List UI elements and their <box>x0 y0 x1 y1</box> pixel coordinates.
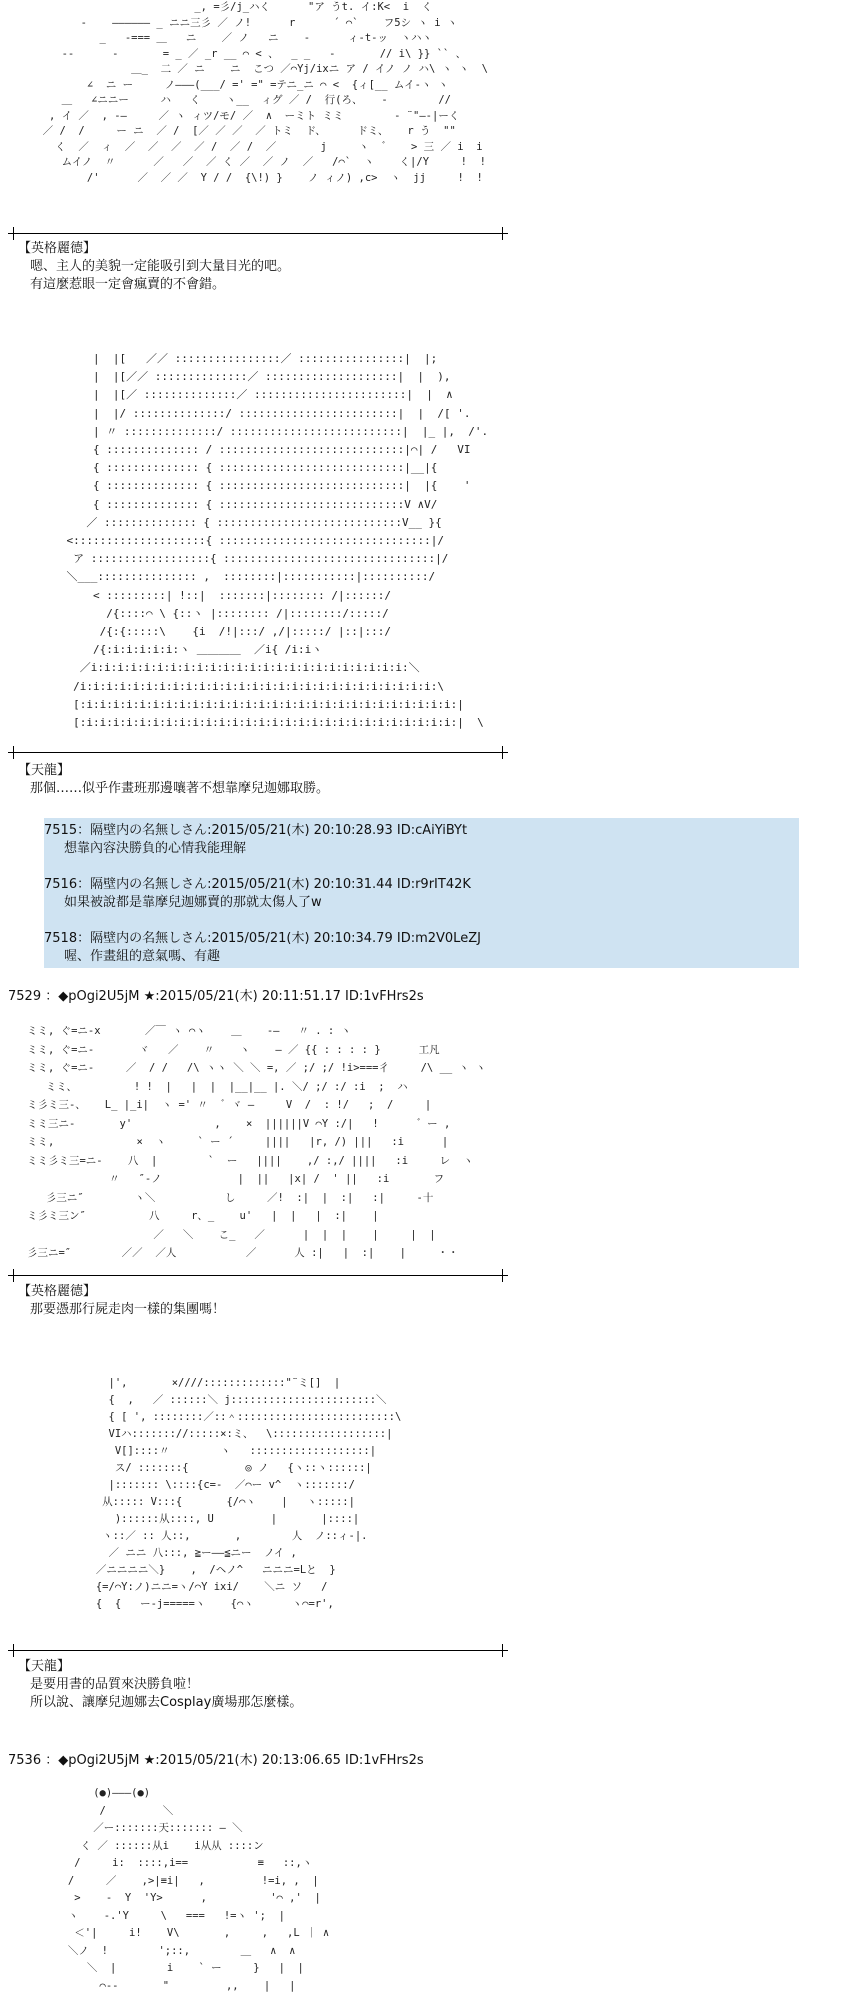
dialogue-line: 有這麼惹眼一定會瘋賣的不會錯。 <box>30 277 226 292</box>
reply-body: 喔、作畫組的意氣嗎、有趣 <box>64 949 221 964</box>
ascii-art-block: (●)―――(●) / ＼ ／ー:::::::天::::::: ― ＼ く ／ ::::::从i i从从 ::::ン / i: ::::,i== ≡ ::,ヽ / ／ ,>|≡i| , !=i, , | > - Y 'Y> , '⌒ ,' | ヽ -.'Y \ === !=ヽ '; | ＜'| i! V\ , , ,L ｜ ∧ ＼ノ ! ';::, ＿ ∧ ∧ ＼ | i ` ー } | | ⌒-- " ,, | | <box>67 1787 330 1992</box>
reply-body: 想靠內容決勝負的心情我能理解 <box>64 841 247 856</box>
dialogue-line: 嗯、主人的美貌一定能吸引到大量目光的吧。 <box>30 259 291 274</box>
reply-item <box>44 930 481 966</box>
post-header: 7529 ：◆pOgi2U5jM ★:2015/05/21(木) 20:11:51.17 ID:1vFHrs2s <box>8 989 424 1004</box>
speaker-name: 【英格麗德】 <box>18 1284 97 1299</box>
reply-header: 7518：隔壁内の名無しさん:2015/05/21(木) 20:10:34.79 ID:m2V0LeZJ <box>44 931 481 946</box>
dialogue-line: 所以說、讓摩兒迦娜去Cosplay廣場那怎麼樣。 <box>30 1695 303 1710</box>
divider <box>8 1275 508 1276</box>
reply-box <box>44 818 799 968</box>
dialogue-line: 是要用書的品質來決勝負啦！ <box>30 1677 200 1692</box>
ascii-art-block: |', ×////:::::::::::::"¨ミ[] | { , ／ ::::::＼ j:::::::::::::::::::::::＼ { [ ', ::::::::／::＾:::::::::::::::::::::::::\ VIハ::::::://:::::×:ミ、 \::::::::::::::::::| V[]::::〃 ヽ :::::::::::::::::::| ス/ :::::::{ ◎ ノ {ヽ::ヽ::::::| |::::::: \::::{c=- ／⌒ー v^ ヽ:::::::/ 从::::: V:::{ {/⌒ヽ | ヽ:::::| )::::::从::::, U | |::::| ヽ::／ :: 人::, , 人 ノ::ィ-|. ／ ニニ 八:::, ≧ー――≦ニー ノイ , ／ニニニニ＼} , /ヘノ^ ニニニ=Lと } {=/⌒Y:ノ)ニニ=ヽ/⌒Y ixi/ ＼ニ ソ / { { ー-j=====ヽ {⌒ヽ ヽ⌒=r', <box>95 1377 402 1610</box>
divider <box>8 1650 508 1651</box>
dialogue <box>18 762 329 798</box>
dialogue <box>18 1283 225 1319</box>
dialogue-line: 那要憑那行屍走肉一樣的集團嗎！ <box>30 1302 226 1317</box>
ascii-art-block: _, =彡/j_ハく "ア うt. イ:K< i く - ―――――― _ ニニ三彡 ／ ノ! r ´ ⌒` フ5シ ヽ i ヽ _ -=== ＿ ニ ／ ノ ニ - ィ-t-ッ ヽハヽ -- - = _ ／ _r __ ⌒ < 、 _ _ - // i\ }} `` 、 ＿_ 二 ／ ニ ニ こつ ／⌒Yj/ixニ ア / イノ ノ ハ\ ヽ ヽ \ ∠ ニ ー ノ―――(___/ =' =" =テニ_ニ ⌒ < {ィ[__ ムイ-ヽ ヽ ＿ ∠ニニー ハ く ヽ__ ィグ ／ / 行(ろ、 - // , イ ／ , -― ／ ヽ ィツ/モ/ ／ ∧ ーミト ミミ ‐ ¨"―‐|ーく ／ / / ー ニ ／ / [／ ／ ／ ／ トミ ド、 ドミ、 r う "" く ／ ィ ／ ／ ／ ／ / ／ / ／ j ヽ ゛ > 三 ／ i i ムイノ 〃 ／ ／ ／ く ／ ／ ノ ／ /⌒` ヽ く|/Y ! ! /' ／ ／ ／ Y / / {\!) } ノ ィノ) ,c> ヽ jj ! ! <box>42 1 488 184</box>
dialogue <box>18 1658 302 1712</box>
dialogue <box>18 240 290 294</box>
reply-header: 7516：隔壁内の名無しさん:2015/05/21(木) 20:10:31.44 ID:r9rIT42K <box>44 877 471 892</box>
speaker-name: 【天龍】 <box>18 763 71 778</box>
speaker-name: 【天龍】 <box>18 1659 71 1674</box>
ascii-art-block: | |[ ／／ ::::::::::::::::／ ::::::::::::::::| |; | |[／／ ::::::::::::::／ ::::::::::::::::::::| | ), | |[／ ::::::::::::::／ :::::::::::::::::::::::| | ∧ | |/ ::::::::::::::/ ::::::::::::::::::::::::| | /[ '. | 〃 ::::::::::::::/ ::::::::::::::::::::::::::| |_ |, /'. { :::::::::::::: / ::::::::::::::::::::::::::::|⌒| / VI { :::::::::::::: { ::::::::::::::::::::::::::::|__|{ { :::::::::::::: { ::::::::::::::::::::::::::::| |{ ' { :::::::::::::: { ::::::::::::::::::::::::::::V ∧V/ ／ :::::::::::::: { ::::::::::::::::::::::::::::V__ }{ <::::::::::::::::::::{ ::::::::::::::::::::::::::::::::|/ ア ::::::::::::::::::{ ::::::::::::::::::::::::::::::::|/ ＼___::::::::::::::: , ::::::::|:::::::::::|::::::::::/ < :::::::::| !::| :::::::|:::::::: /|::::::/ /{::::⌒ \ {::ヽ |:::::::: /|::::::::/:::::/ /{:{:::::\ {i /!|:::/ ,/|:::::/ |::|:::/ /{:i:i:i:i:i:ヽ ＿＿＿＿ ／i{ /i:iヽ ／i:i:i:i:i:i:i:i:i:i:i:i:i:i:i:i:i:i:i:i:i:i:i:i:＼ /i:i:i:i:i:i:i:i:i:i:i:i:i:i:i:i:i:i:i:i:i:i:i:i:i:i:i:\ [:i:i:i:i:i:i:i:i:i:i:i:i:i:i:i:i:i:i:i:i:i:i:i:i:i:i:i:i:| [:i:i:i:i:i:i:i:i:i:i:i:i:i:i:i:i:i:i:i:i:i:i:i:i:i:i:i:i:| \ <box>66 352 489 730</box>
divider <box>8 752 508 753</box>
reply-header: 7515：隔壁内の名無しさん:2015/05/21(木) 20:10:28.93 ID:cAiYiBYt <box>44 823 468 838</box>
post-header: 7536 ：◆pOgi2U5jM ★:2015/05/21(木) 20:13:06.65 ID:1vFHrs2s <box>8 1753 424 1768</box>
reply-body: 如果被說都是靠摩兒迦娜賣的那就太傷人了w <box>64 895 322 910</box>
speaker-name: 【英格麗德】 <box>18 241 97 256</box>
divider <box>8 233 508 234</box>
reply-item <box>44 822 467 858</box>
reply-item <box>44 876 471 912</box>
dialogue-line: 那個……似乎作畫班那邊嚷著不想靠摩兒迦娜取勝。 <box>30 781 330 796</box>
ascii-art-block: ミミ, ぐ=ニ-x ／￣ ヽ ⌒ヽ ＿ -― 〃 . : ヽ ミミ, ぐ=ニ- ヾ ／ 〃 ヽ ― ／ {{ : : : : } 工凡 ミミ, ぐ=ニ- ／ / / /\ ヽヽ ＼ ＼ =, ／ ;/ ;/ !i>===彳 /\ __ ヽ ヽ ミミ、 ! ! | | | |__|__ |. ＼/ ;/ :/ :i ; ハ ミ彡ミ三-、 L_ |_i| ヽ =' 〃 ゛ヾ ― V / : !/ ; / | ミミ三ニ- y' , × ||||||V ⌒Y :/| ! ゛ー , ミミ, × ヽ ` ー ´ |||| |r, /) ||| :i | ミミ彡ミ三=ニ- 八 | ` ー |||| ,/ :,/ |||| :i レ ヽ 〃 ″‐ノ | || |x| / ' || :i フ 彡三ニ″ ヽ＼ し ／! :| | :| :| -十 ミ彡ミ三ン″ 八 r、_ u' | | | :| | ／ ＼ こ_ ／ | | | | | | 彡三ニ=″ ／／ ／人 ／ 人 :| | :| | ・・ <box>26 1025 486 1259</box>
